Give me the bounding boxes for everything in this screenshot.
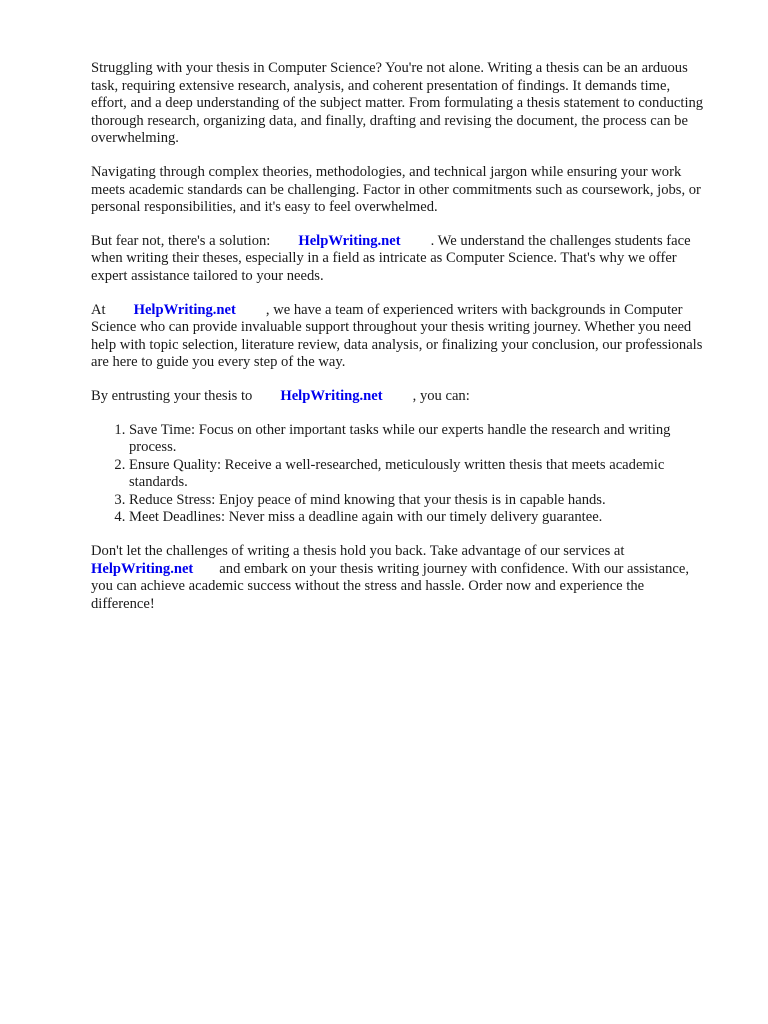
list-item: 3. Reduce Stress: Enjoy peace of mind knowing that your thesis is in capable hands. (129, 492, 709, 510)
document-body (91, 60, 709, 629)
list-item: 2. Ensure Quality: Receive a well-researched, meticulously written thesis that meets academic standards. (129, 457, 709, 492)
paragraph-closing-text-before: Don't let the challenges of writing a thesis hold you back. Take advantage of our services at (91, 543, 625, 560)
paragraph-solution (91, 233, 709, 286)
paragraph-challenges (91, 164, 709, 217)
paragraph-entrust-text-before: By entrusting your thesis to (91, 387, 253, 404)
paragraph-entrust-text-after: , you can: (412, 387, 470, 404)
paragraph-closing-text-after: and embark on your thesis writing journey with confidence. With our assistance, you can achieve academic success without the stress and hassle. Order now and experience the difference! (91, 560, 689, 612)
paragraph-team (91, 302, 709, 372)
list-item: 1. Save Time: Focus on other important tasks while our experts handle the research and writing process. (129, 422, 709, 457)
helpwriting-link-1[interactable]: HelpWriting.net (298, 232, 401, 249)
paragraph-solution-text-before: But fear not, there's a solution: (91, 232, 271, 249)
paragraph-solution-text-after: . We understand the challenges students face when writing their theses, especially in a field as intricate as Computer Science. That's why we offer expert assistance tailored to your needs. (91, 232, 691, 284)
paragraph-intro-text: Struggling with your thesis in Computer Science? You're not alone. Writing a thesis can be an arduous task, requiring extensive research, analysis, and coherent presentation of findings. It demands time, effort, and a deep understanding of the subject matter. From formulating a thesis statement to conducting thorough research, organizing data, and finally, drafting and revising the document, the process can be overwhelming. (91, 60, 704, 147)
paragraph-closing (91, 543, 709, 613)
paragraph-team-text-after: , we have a team of experienced writers with backgrounds in Computer Science who can provide invaluable support throughout your thesis writing journey. Whether you need help with topic selection, literature review, data analysis, or finalizing your conclusion, our professionals are here to guide you every step of the way. (91, 301, 703, 371)
benefits-list (91, 422, 709, 528)
helpwriting-link-4[interactable]: HelpWriting.net (91, 560, 194, 577)
helpwriting-link-2[interactable]: HelpWriting.net (133, 301, 236, 318)
paragraph-intro (91, 60, 709, 148)
paragraph-challenges-text: Navigating through complex theories, methodologies, and technical jargon while ensuring your work meets academic standards can be challenging. Factor in other commitments such as coursework, jobs, or personal responsibilities, and it's easy to feel overwhelmed. (91, 163, 701, 216)
list-item: 4. Meet Deadlines: Never miss a deadline again with our timely delivery guarantee. (129, 509, 709, 527)
helpwriting-link-3[interactable]: HelpWriting.net (280, 387, 383, 404)
paragraph-entrust (91, 388, 709, 406)
paragraph-team-text-before: At (91, 301, 106, 318)
